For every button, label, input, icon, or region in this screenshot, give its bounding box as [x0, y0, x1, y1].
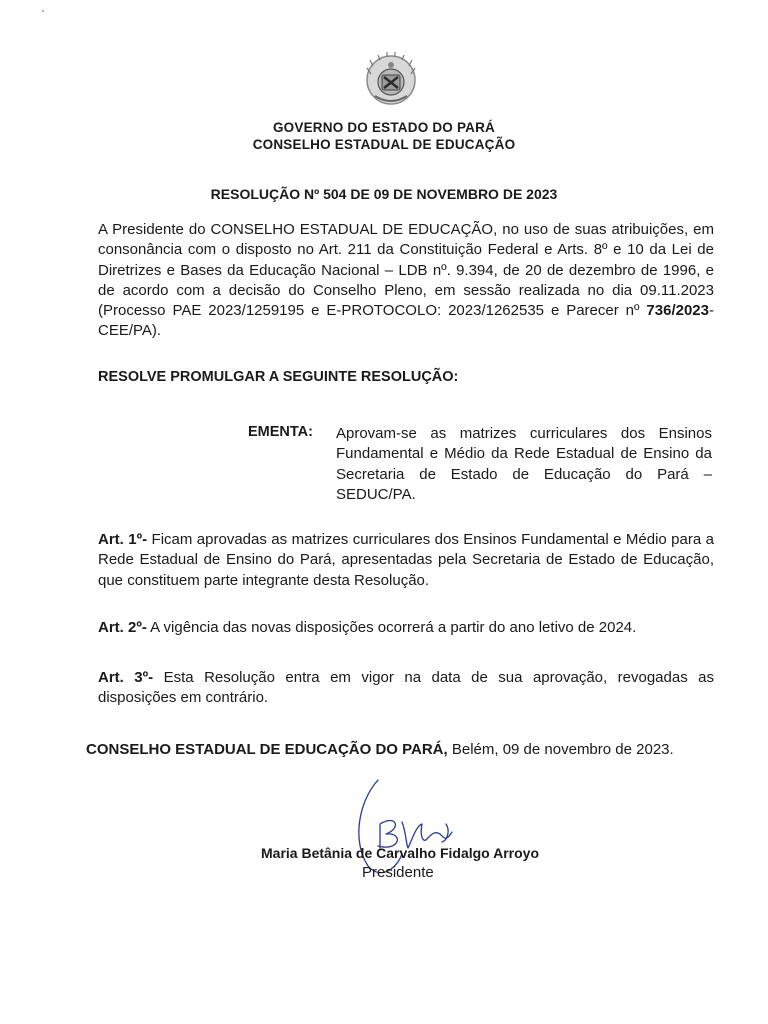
article-3-text: Esta Resolução entra em vigor na data de sua aprovação, revogadas as disposições em contrário. [98, 669, 714, 707]
closing-org: CONSELHO ESTADUAL DE EDUCAÇÃO DO PARÁ, [86, 741, 448, 758]
article-1-label: Art. 1º- [98, 531, 148, 548]
closing-line [86, 741, 674, 758]
article-2-label: Art. 2º- [98, 619, 147, 636]
council-header: CONSELHO ESTADUAL DE EDUCAÇÃO [252, 137, 516, 152]
article-3 [98, 668, 714, 709]
preamble-paragraph [98, 220, 714, 342]
scan-speck [42, 10, 44, 12]
ementa-label: EMENTA: [248, 424, 313, 440]
article-2 [98, 618, 714, 638]
article-1-text: Ficam aprovadas as matrizes curriculares dos Ensinos Fundamental e Médio para a Rede Estadual de Ensino do Pará, apresentadas pela Secretaria de Estado de Educação, que constituem parte integrante desta Resolução. [98, 531, 714, 589]
state-coat-of-arms-icon [365, 52, 417, 108]
ementa-text: Aprovam-se as matrizes curriculares dos Ensinos Fundamental e Médio da Rede Estadual de Ensino da Secretaria de Estado de Educação do Pará – SEDUC/PA. [336, 425, 712, 503]
closing-place-date: Belém, 09 de novembro de 2023. [447, 741, 674, 758]
signer-name: Maria Betânia de Carvalho Fidalgo Arroyo [261, 845, 539, 861]
resolve-heading: RESOLVE PROMULGAR A SEGUINTE RESOLUÇÃO: [98, 369, 459, 385]
preamble-tail: -CEE/PA). [98, 302, 714, 340]
preamble-text: A Presidente do CONSELHO ESTADUAL DE EDUCAÇÃO, no uso de suas atribuições, em consonância com o disposto no Art. 211 da Constituição Federal e Arts. 8º e 10 da Lei de Diretrizes e Bases da Educação Nacional – LDB nº. 9.394, de 20 de dezembro de 1996, e de acordo com a decisão do Conselho Pleno, em sessão realizada no dia 09.11.2023 (Processo PAE 2023/1259195 e E-PROTOCOLO: 2023/1262535 e Parecer nº [98, 221, 714, 320]
government-header: GOVERNO DO ESTADO DO PARÁ [272, 120, 495, 135]
article-3-label: Art. 3º- [98, 669, 154, 686]
article-2-text: A vigência das novas disposições ocorrerá a partir do ano letivo de 2024. [146, 619, 637, 636]
signer-role: Presidente [362, 864, 434, 881]
article-1 [98, 530, 714, 591]
parecer-number: 736/2023 [646, 302, 709, 320]
resolution-title: RESOLUÇÃO Nº 504 DE 09 DE NOVEMBRO DE 2023 [210, 186, 558, 202]
